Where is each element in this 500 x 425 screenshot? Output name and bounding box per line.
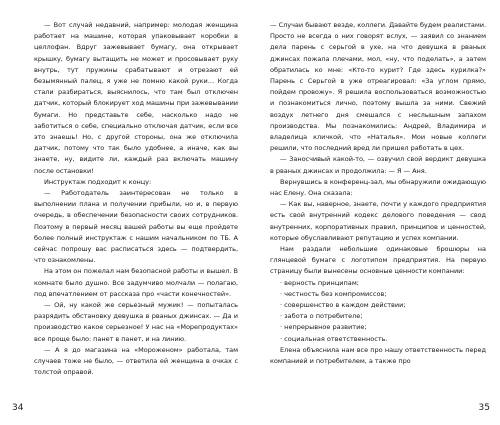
list-item: · социальная ответственность. xyxy=(280,334,388,343)
list-item: · совершенство в каждом действии; xyxy=(280,301,406,310)
paragraph: — Заносчивый какой-то, — озвучил свой вердикт девушка в рваных джинсах и продолжила: — Я — Аня. xyxy=(270,155,486,175)
paragraph: Нам раздали небольшие одинаковые брошюры на глянцевой бумаге с логотипом предприятия. На первую страницу были вынесены основные ценности компании: xyxy=(270,245,486,276)
page-number-left: 34 xyxy=(12,403,24,413)
list-item: · верность принципам; xyxy=(280,278,359,287)
right-page xyxy=(250,0,500,425)
right-page-text xyxy=(270,20,486,367)
paragraph: На этом он пожелал нам безопасной работы и вышел. В комнате было душно. Все задумчиво молчали — полагаю, под впечатлением от рассказа про «части конечностей». xyxy=(34,267,238,298)
list-item: · непрерывное развитие; xyxy=(280,323,367,332)
left-page-text xyxy=(34,20,238,379)
paragraph: — Случаи бывают везде, коллеги. Давайте будем реалистами. Просто не всегда о них говорят вслух, — заявил со знанием дела парень с серьгой в ухе, на что девушка в рваных джинсах пожала плечами, мол, «ну, что поделать», а затем обратилась ко мне: «Кто-то курит? Где здесь курилка?» Парень с Серьгой в уже отреагировал: «За углом прямо, пойдем провожу». Я решила воспользоваться возможностью и познакомиться лично, поэтому вышла за ними. Свежий воздух летнего дня смешался с неслышным запахом производства. Мы познакомились: Андрей, Владимира и владелица кличкой, что «Наталья». Мои новые коллеги решили, что последний вред ли пришел работать в цех. xyxy=(270,21,486,153)
paragraph: — Работодатель заинтересован не только в выполнении плана и получении прибыли, но и, в первую очередь, в обеспечении безопасности своих сотрудников. Поэтому в первый месяц вашей работы вы еще пройдете более полный инструктаж с нашим начальником по ТБ. А сейчас попрошу вас расписаться здесь — подтвердить, что ознакомлены. xyxy=(34,189,238,265)
paragraph: — А я до магазина на «Мороженом» работала, там случаев тоже не было, — ответила ей женщина в очках с толстой оправой. xyxy=(34,345,238,377)
list-item: · честность без компромиссов; xyxy=(280,289,387,298)
paragraph: Вернувшись в конференц-зал, мы обнаружили ожидающую нас Елену. Она сказала: xyxy=(270,177,486,198)
paragraph: Инструктаж подходит к концу: xyxy=(44,177,152,186)
list-item: · забота о потребителе; xyxy=(280,312,363,321)
paragraph: — Ой, ну какой же серьезный мужик! — попыталась разрядить обстановку девушка в рваных джинсах. — Да и производство какое серьезное! У нас на «Морепродуктах» все проще было: панет в панет, и на линию. xyxy=(34,301,238,343)
page-number-right: 35 xyxy=(478,403,490,413)
company-values-list xyxy=(270,278,486,345)
paragraph: — Как вы, наверное, знаете, почти у каждого предприятия есть свой внутренний кодекс делового поведения — свод внутренних, корпоративных правил, принципов и ценностей, которые обуславливают репутацию и успех компании. xyxy=(270,200,486,242)
paragraph: — Вот случай недавний, например: молодая женщина работает на машине, которая упаковывает коробки в целлофан. Вдруг зажевывает бумагу, она открывает крышку, бумагу вытащить не может и просовывает руку внутрь, тут пружины срабатывают и отрезают ей безымянный палец, я уже не помню какой руки… Когда стали разбираться, выяснилось, что там был отключен датчик, который блокирует ход машины при зажевывании бумаги. Но представьте себе, насколько надо не заботиться о себе, специально отключая датчик, если все это знаешь! Но, с другой стороны, она же отключила датчик, потому что так было удобнее, а иначе, как вы знаете, ну, видите ли, каждый раз включать машину после остановки! xyxy=(34,21,238,175)
paragraph: Елена объяснила нам все про нашу ответственность перед компанией и потребителем, а также про xyxy=(270,345,486,366)
